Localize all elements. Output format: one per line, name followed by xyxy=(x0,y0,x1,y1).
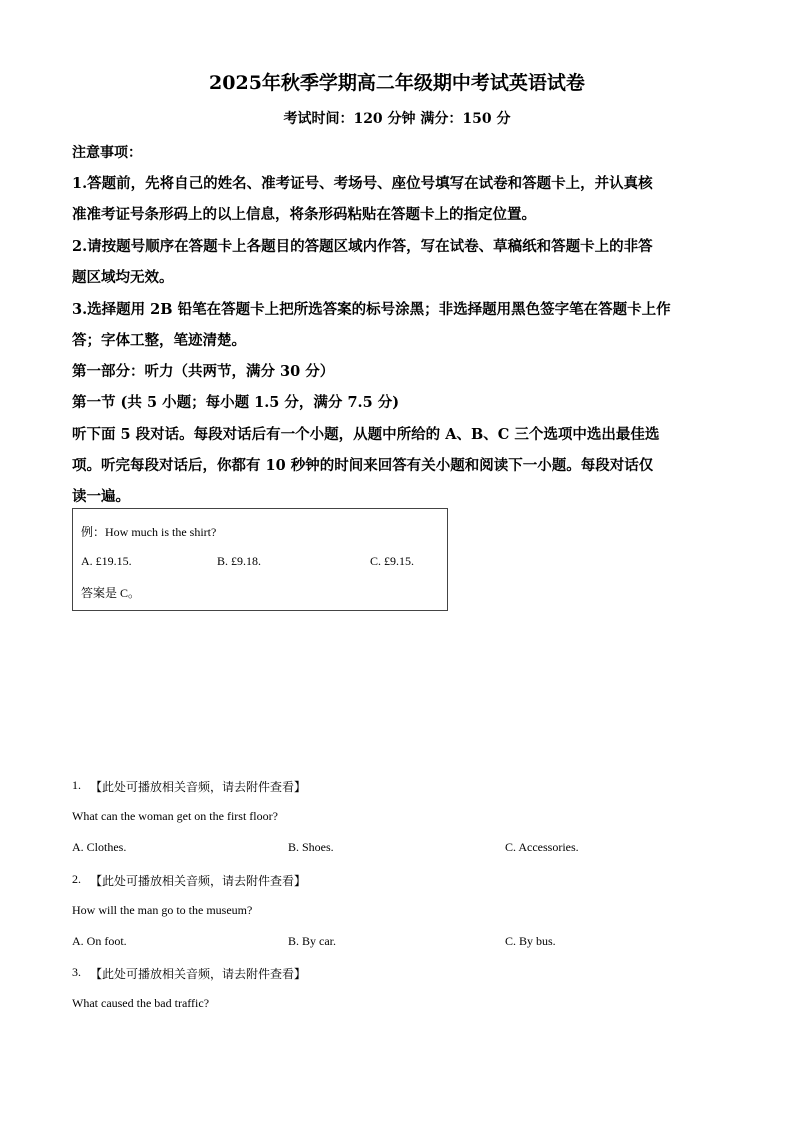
question-text: What caused the bad traffic? xyxy=(72,996,210,1010)
question-number: 2. xyxy=(72,872,81,886)
example-box xyxy=(72,508,448,611)
audio-placeholder[interactable]: 【此处可播放相关音频，请去附件查看】 xyxy=(90,967,307,981)
notes-line: 1.答题前，先将自己的姓名、准考证号、考场号、座位号填写在试卷和答题卡上，并认真核 xyxy=(72,175,653,192)
instructions-line: 读一遍。 xyxy=(72,488,130,505)
option-b: B. By car. xyxy=(288,934,336,948)
example-option-a: A. £19.15. xyxy=(81,554,132,568)
notes-heading: 注意事项： xyxy=(72,145,142,161)
option-b: B. Shoes. xyxy=(288,840,334,854)
option-a: A. On foot. xyxy=(72,934,127,948)
question-number: 3. xyxy=(72,965,81,979)
option-c: C. By bus. xyxy=(505,934,556,948)
exam-title: 2025年秋季学期高二年级期中考试英语试卷 xyxy=(209,72,585,94)
audio-placeholder[interactable]: 【此处可播放相关音频，请去附件查看】 xyxy=(90,780,307,794)
notes-line: 准准考证号条形码上的以上信息，将条形码粘贴在答题卡上的指定位置。 xyxy=(72,206,536,223)
audio-placeholder[interactable]: 【此处可播放相关音频，请去附件查看】 xyxy=(90,874,307,888)
question-text: What can the woman get on the first floor? xyxy=(72,809,278,823)
example-question: 例：How much is the shirt? xyxy=(81,525,217,539)
notes-line: 3.选择题用 2B 铅笔在答题卡上把所选答案的标号涂黑；非选择题用黑色签字笔在答题卡上作 xyxy=(72,301,671,318)
notes-line: 2.请按题号顺序在答题卡上各题目的答题区域内作答，写在试卷、草稿纸和答题卡上的非答 xyxy=(72,238,653,255)
option-c: C. Accessories. xyxy=(505,840,579,854)
notes-line: 题区域均无效。 xyxy=(72,269,174,286)
instructions-line: 项。听完每段对话后，你都有 10 秒钟的时间来回答有关小题和阅读下一小题。每段对话仅 xyxy=(72,457,654,474)
instructions-line: 听下面 5 段对话。每段对话后有一个小题，从题中所给的 A、B、C 三个选项中选出最佳选 xyxy=(72,426,660,443)
example-option-c: C. £9.15. xyxy=(370,554,415,568)
question-text: How will the man go to the museum? xyxy=(72,903,253,917)
section1-heading: 第一节 (共 5 小题；每小题 1.5 分，满分 7.5 分) xyxy=(72,394,400,411)
example-answer: 答案是 C。 xyxy=(81,586,141,600)
option-a: A. Clothes. xyxy=(72,840,127,854)
notes-line: 答；字体工整，笔迹清楚。 xyxy=(72,332,246,349)
exam-subtitle: 考试时间：120 分钟 满分：150 分 xyxy=(283,111,511,127)
example-option-b: B. £9.18. xyxy=(217,554,262,568)
part1-heading: 第一部分：听力（共两节，满分 30 分） xyxy=(72,363,335,380)
question-number: 1. xyxy=(72,778,81,792)
